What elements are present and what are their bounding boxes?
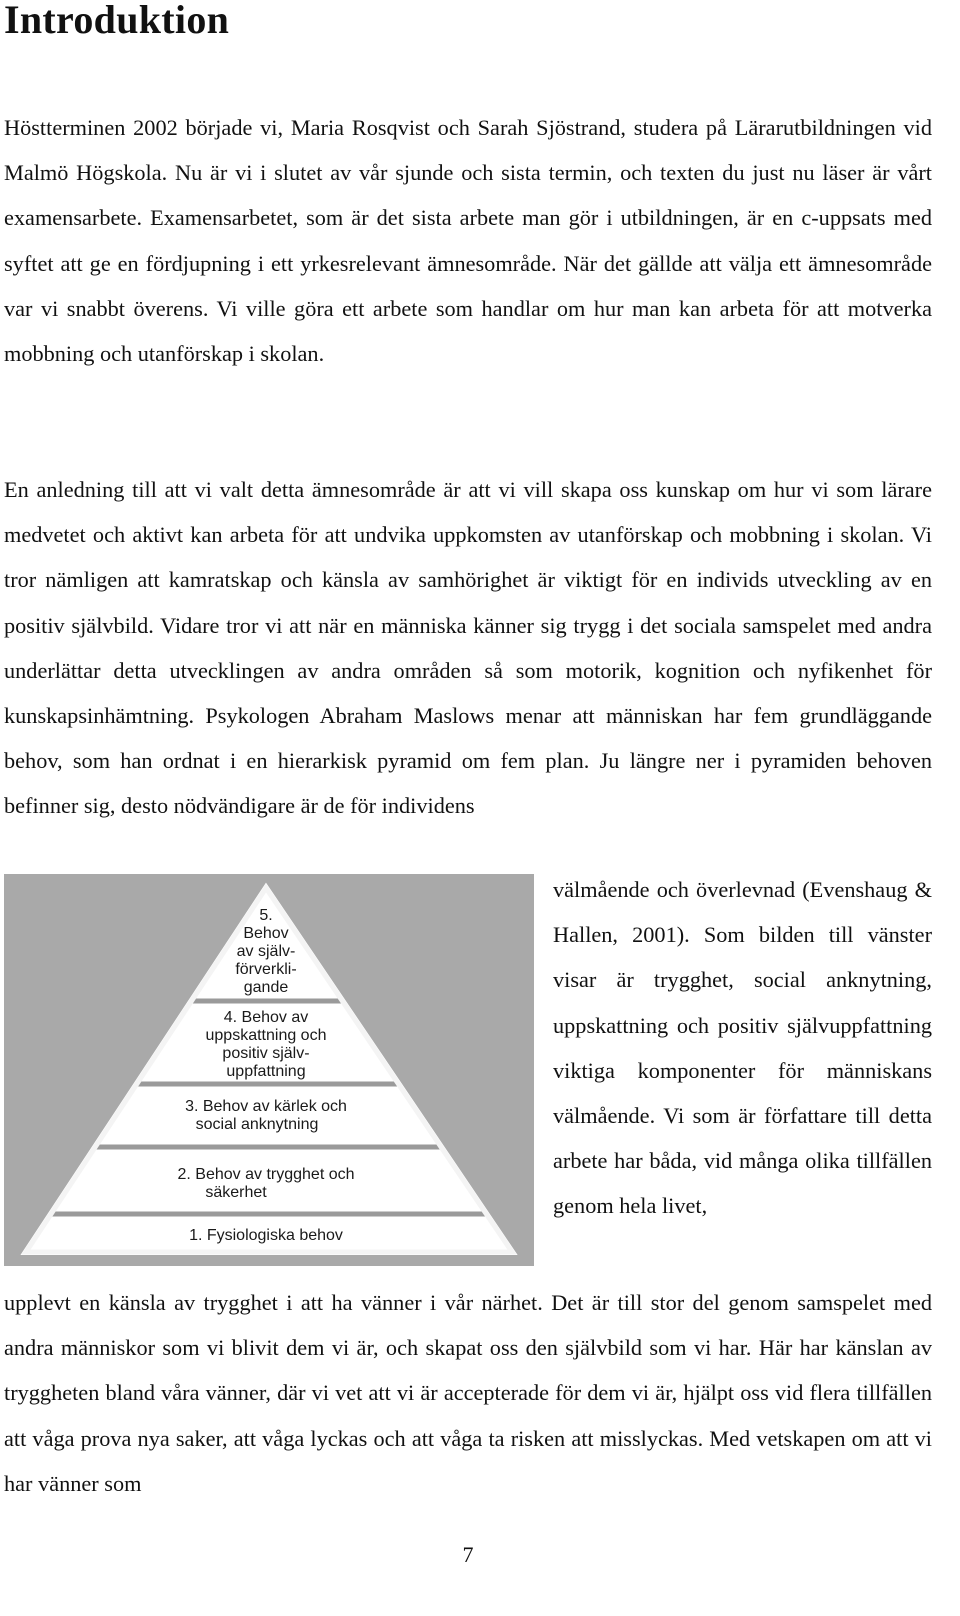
page-number: 7 (462, 1542, 474, 1567)
paragraph-motivation: En anledning till att vi valt detta ämnesområde är att vi vill skapa oss kunskap om hur vi som lärare medvetet och aktivt kan arbeta för att undvika uppkomsten av utanförskap och mobbning i skolan. Vi tror nämligen att kamratskap och känsla av samhörighet är viktigt för en individs utveckling av en positiv självbild. Vidare tror vi att när en människa känner sig trygg i det sociala samspelet med andra underlättar detta utvecklingen av andra områden så som motorik, kognition och nyfikenhet för kunskapsinhämtning. Psykologen Abraham Maslows menar att människan har fem grundläggande behov, som han ordnat i en hierarkisk pyramid om fem plan. Ju längre ner i pyramiden behoven befinner sig, desto nödvändigare är de för individens (4, 477, 932, 819)
pyramid-level-1-line-1: 1. Fysiologiska behov (189, 1227, 343, 1244)
pyramid-level-5-line-4: förverkli- (235, 961, 297, 978)
pyramid-level-2-line-1: 2. Behov av trygghet och (177, 1166, 355, 1183)
figure-with-text (4, 874, 932, 1280)
pyramid-level-3-line-2: social anknytning (195, 1116, 319, 1133)
pyramid-level-4-line-3: positiv själv- (222, 1045, 310, 1062)
pyramid-level-5-line-2: Behov (243, 925, 289, 942)
paragraph-side-text: välmående och överlevnad (Evenshaug & Hallen, 2001). Som bilden till vänster visar är trygghet, social anknytning, uppskattning och positiv självuppfattning viktiga komponenter för människans välmående. Vi som är författare till detta arbete har båda, vid många olika tillfällen genom hela livet, (553, 877, 932, 1219)
page-heading: Introduktion (4, 0, 230, 42)
pyramid-level-3-line-1: 3. Behov av kärlek och (185, 1098, 347, 1115)
pyramid-level-4-line-2: uppskattning och (205, 1027, 327, 1044)
pyramid-level-1 (189, 1227, 343, 1244)
maslow-pyramid-figure (4, 874, 534, 1266)
pyramid-level-5-line-1: 5. (259, 907, 273, 924)
paragraph-intro: Höstterminen 2002 började vi, Maria Rosqvist och Sarah Sjöstrand, studera på Lärarutbildningen vid Malmö Högskola. Nu är vi i slutet av vår sjunde och sista termin, och texten du just nu läser är vårt examensarbete. Examensarbetet, som är det sista arbete man gör i utbildningen, är en c-uppsats med syftet att ge en fördjupning i ett yrkesrelevant ämnesområde. När det gällde att välja ett ämnesområde var vi snabbt överens. Vi ville göra ett arbete som handlar om hur man kan arbeta för att motverka mobbning och utanförskap i skolan. (4, 115, 932, 367)
pyramid-level-2-line-2: säkerhet (205, 1184, 267, 1201)
pyramid-level-5-line-3: av själv- (236, 943, 296, 960)
maslow-pyramid-image (4, 874, 534, 1266)
pyramid-level-4-line-1: 4. Behov av (223, 1009, 309, 1026)
pyramid-level-4-line-4: uppfattning (226, 1063, 306, 1080)
pyramid-level-5-line-5: gande (243, 979, 289, 996)
paragraph-continuation: upplevt en känsla av trygghet i att ha vänner i vår närhet. Det är till stor del genom samspelet med andra människor som vi blivit dem vi är, och skapat oss den självbild som vi har. Här har känslan av tryggheten bland våra vänner, där vi vet att vi är accepterade för dem vi är, hjälpt oss vid flera tillfällen att våga prova nya saker, att våga lyckas och att våga ta risken att misslyckas. Med vetskapen om att vi har vänner som (4, 1290, 932, 1496)
